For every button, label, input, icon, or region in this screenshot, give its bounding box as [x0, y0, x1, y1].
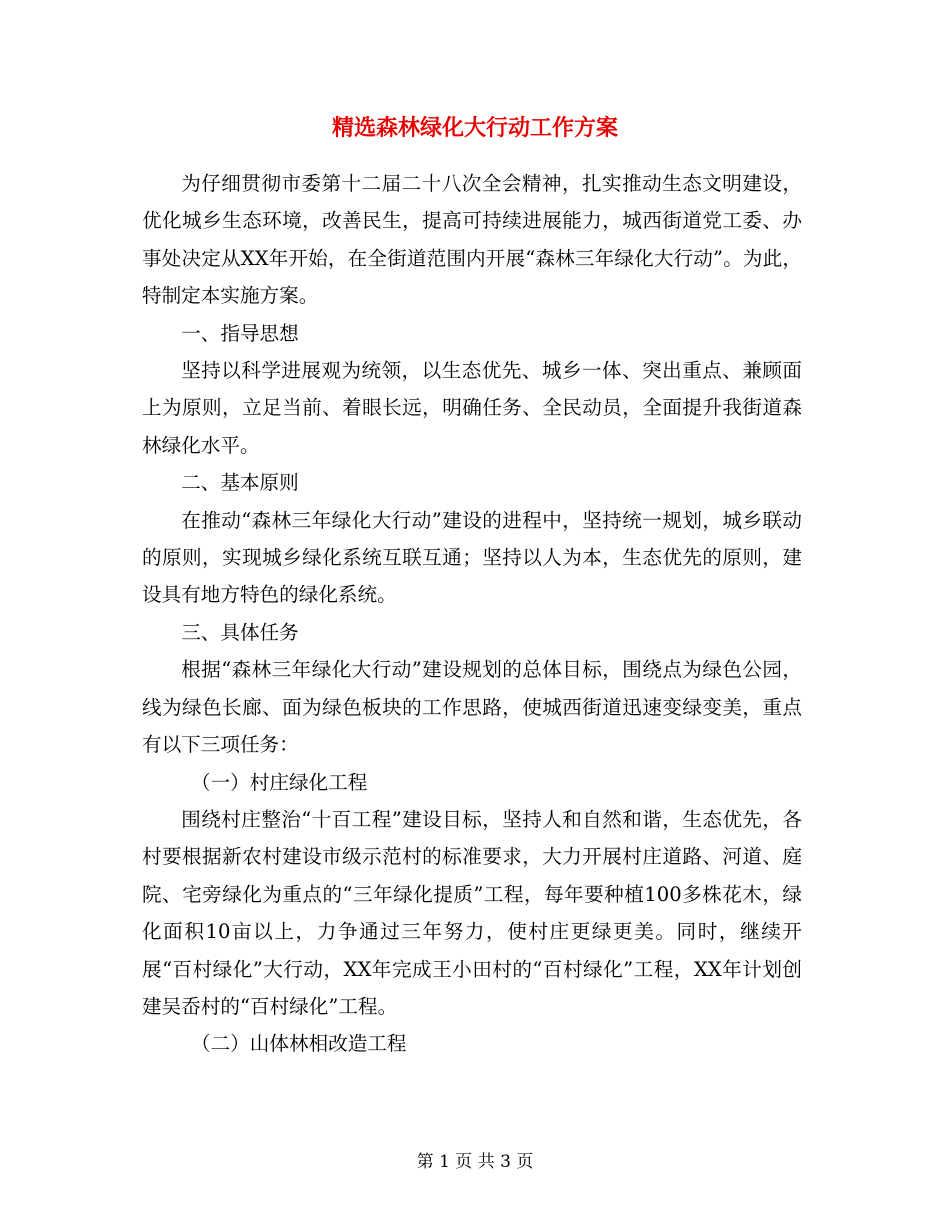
document-body: [142, 165, 802, 1063]
page-number-footer: 第 1 页 共 3 页: [416, 1152, 534, 1172]
section-heading-basic-principles: 二、基本原则: [181, 471, 299, 495]
guiding-ideology-paragraph: 坚持以科学进展观为统领，以生态优先、城乡一体、突出重点、兼顾面上为原则，立足当前、着眼长远，明确任务、全民动员，全面提升我街道森林绿化水平。: [142, 359, 802, 457]
subsection-heading-mountain-forest: （二）山体林相改造工程: [191, 1032, 407, 1056]
intro-paragraph: 为仔细贯彻市委第十二届二十八次全会精神，扎实推动生态文明建设，优化城乡生态环境，改善民生，提高可持续进展能力，城西街道党工委、办事处决定从XX年开始，在全街道范围内开展“森林三年绿化大行动”。为此，特制定本实施方案。: [142, 172, 802, 308]
document-title: 精选森林绿化大行动工作方案: [331, 116, 618, 141]
section-heading-guiding-ideology: 一、指导思想: [181, 321, 299, 345]
section-heading-specific-tasks: 三、具体任务: [181, 620, 299, 644]
village-greening-paragraph: 围绕村庄整治“十百工程”建设目标，坚持人和自然和谐，生态优先，各村要根据新农村建设市级示范村的标准要求，大力开展村庄道路、河道、庭院、宅旁绿化为重点的“三年绿化提质”工程，每年要种植100多株花木，绿化面积10亩以上，力争通过三年努力，使村庄更绿更美。同时，继续开展“百村绿化”大行动，XX年完成王小田村的“百村绿化”工程，XX年计划创建吴岙村的“百村绿化”工程。: [142, 807, 802, 1018]
basic-principles-paragraph: 在推动“森林三年绿化大行动”建设的进程中，坚持统一规划，城乡联动的原则，实现城乡绿化系统互联互通；坚持以人为本，生态优先的原则，建设具有地方特色的绿化系统。: [142, 508, 802, 607]
subsection-heading-village-greening: （一）村庄绿化工程: [191, 770, 368, 794]
specific-tasks-paragraph: 根据“森林三年绿化大行动”建设规划的总体目标，围绕点为绿色公园，线为绿色长廊、面为绿色板块的工作思路，使城西街道迅速变绿变美，重点有以下三项任务：: [142, 658, 802, 757]
